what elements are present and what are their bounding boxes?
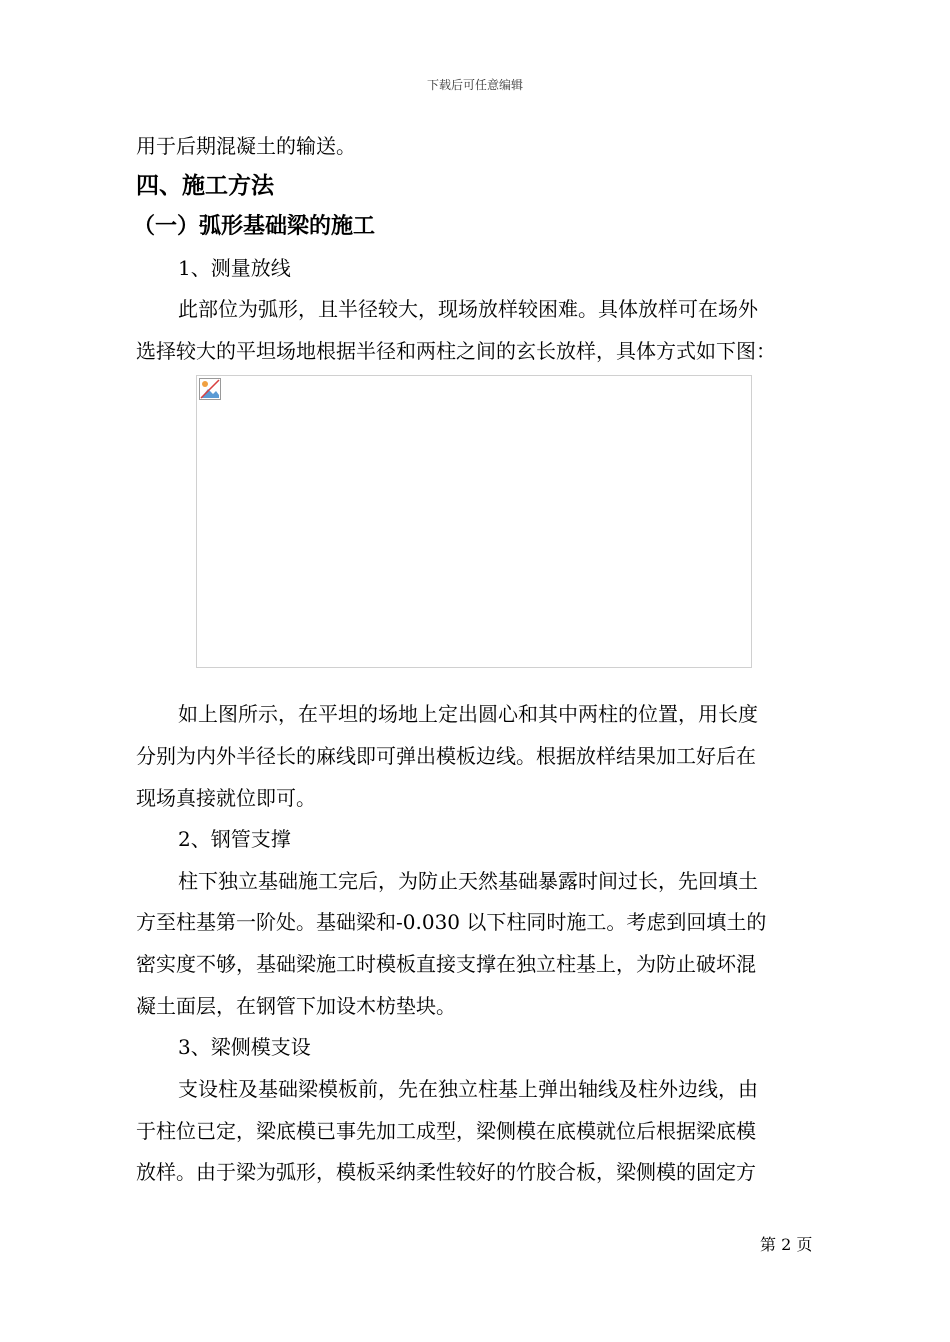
paragraph-line: 密实度不够，基础梁施工时模板直接支撑在独立柱基上，为防止破坏混 — [136, 952, 756, 976]
paragraph-line: 放样。由于梁为弧形，模板采纳柔性较好的竹胶合板，梁侧模的固定方 — [136, 1160, 756, 1184]
paragraph-line: 用于后期混凝土的输送。 — [136, 134, 356, 158]
paragraph-line: 现场真接就位即可。 — [136, 786, 316, 810]
page-number: 第 2 页 — [760, 1235, 813, 1254]
paragraph-line: 如上图所示，在平坦的场地上定出圆心和其中两柱的位置，用长度 — [178, 702, 758, 726]
paragraph-line: 支设柱及基础梁模板前，先在独立柱基上弹出轴线及柱外边线，由 — [178, 1077, 758, 1101]
paragraph-line: 此部位为弧形，且半径较大，现场放样较困难。具体放样可在场外 — [178, 297, 758, 321]
section-heading: 四、施工方法 — [136, 173, 274, 199]
figure-placeholder — [196, 375, 752, 668]
paragraph-line: 凝土面层，在钢管下加设木枋垫块。 — [136, 994, 456, 1018]
paragraph-line: 柱下独立基础施工完后，为防止天然基础暴露时间过长，先回填土 — [178, 869, 758, 893]
page-header: 下载后可任意编辑 — [426, 78, 523, 92]
paragraph-line: 分别为内外半径长的麻线即可弹出模板边线。根据放样结果加工好后在 — [136, 744, 756, 768]
paragraph-line: 于柱位已定，梁底模已事先加工成型，梁侧模在底模就位后根据梁底模 — [136, 1119, 756, 1143]
paragraph-line: 选择较大的平坦场地根据半径和两柱之间的玄长放样，具体方式如下图： — [136, 339, 776, 363]
subsection-heading: （一）弧形基础梁的施工 — [133, 214, 376, 239]
item-title-side-form: 3、梁侧模支设 — [178, 1035, 311, 1059]
broken-image-icon — [199, 378, 221, 400]
item-title-survey: 1、测量放线 — [178, 256, 291, 280]
paragraph-line: 方至柱基第一阶处。基础梁和-0.030 以下柱同时施工。考虑到回填土的 — [136, 910, 767, 934]
item-title-steel-support: 2、钢管支撑 — [178, 827, 291, 851]
